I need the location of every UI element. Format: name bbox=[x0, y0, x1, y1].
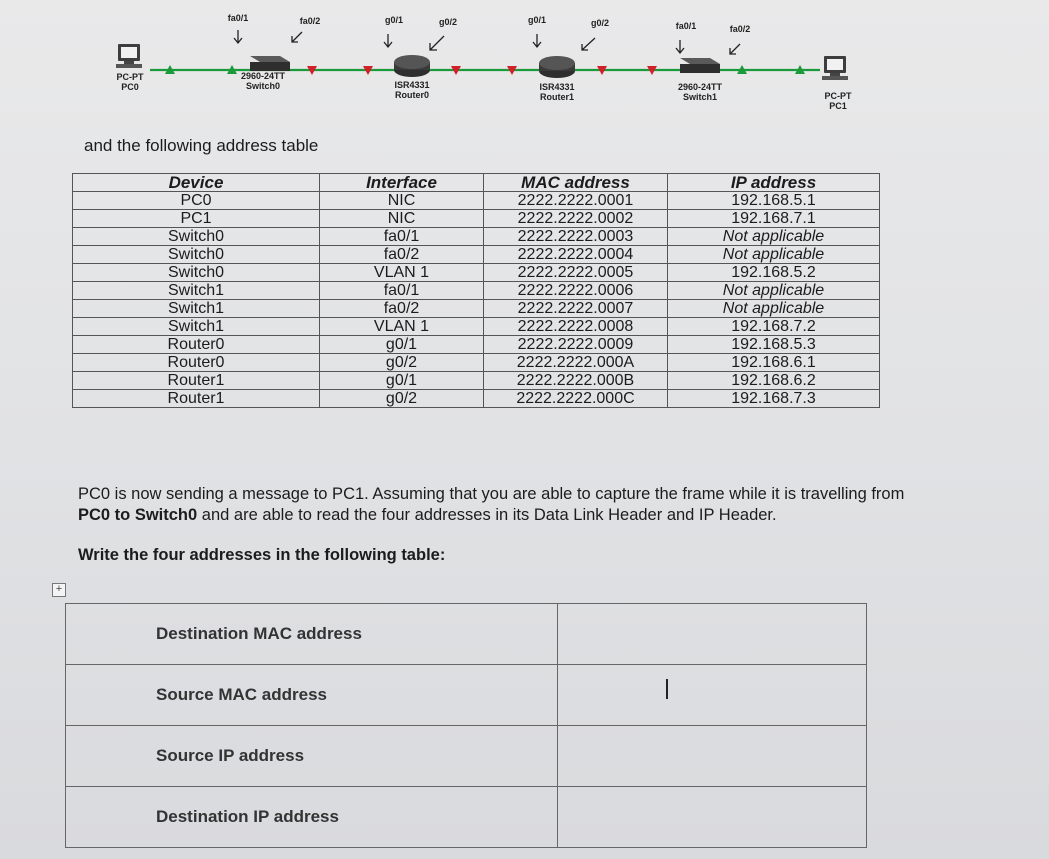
router0-name-label: Router0 bbox=[394, 90, 430, 100]
answer-row bbox=[66, 726, 867, 787]
answer-label: Destination MAC address bbox=[66, 604, 558, 665]
pc0-icon bbox=[116, 44, 142, 68]
mac-address-cell: 2222.2222.000C bbox=[484, 390, 668, 408]
port-label-switch1-fa02: fa0/2 bbox=[729, 24, 751, 34]
arrow-down-icon bbox=[533, 34, 541, 47]
answer-label: Source MAC address bbox=[66, 665, 558, 726]
arrow-down-left-icon bbox=[292, 32, 302, 42]
header-interface: Interface bbox=[320, 174, 484, 192]
arrow-down-icon bbox=[234, 30, 242, 43]
table-row bbox=[73, 336, 880, 354]
device-cell: PC1 bbox=[73, 210, 320, 228]
interface-cell: VLAN 1 bbox=[320, 264, 484, 282]
interface-cell: g0/2 bbox=[320, 390, 484, 408]
address-table-header-row bbox=[73, 174, 880, 192]
port-label-router1-g02: g0/2 bbox=[590, 18, 610, 28]
mac-address-cell: 2222.2222.0001 bbox=[484, 192, 668, 210]
pc0-name-label: PC0 bbox=[121, 82, 139, 92]
intro-text: and the following address table bbox=[84, 136, 319, 155]
interface-cell: fa0/1 bbox=[320, 282, 484, 300]
table-row bbox=[73, 192, 880, 210]
answer-label: Source IP address bbox=[66, 726, 558, 787]
switch0-icon bbox=[250, 56, 290, 71]
router0-model-label: ISR4331 bbox=[394, 80, 430, 90]
device-cell: Switch1 bbox=[73, 282, 320, 300]
ip-address-cell: 192.168.5.1 bbox=[668, 192, 880, 210]
answer-row bbox=[66, 665, 867, 726]
switch1-model-label: 2960-24TT bbox=[677, 82, 723, 92]
answer-row bbox=[66, 787, 867, 848]
mac-address-cell: 2222.2222.0004 bbox=[484, 246, 668, 264]
port-label-router0-g02: g0/2 bbox=[438, 17, 458, 27]
interface-cell: g0/2 bbox=[320, 354, 484, 372]
device-cell: Switch0 bbox=[73, 264, 320, 282]
ip-address-cell: Not applicable bbox=[668, 246, 880, 264]
interface-cell: g0/1 bbox=[320, 372, 484, 390]
answer-input-cell[interactable] bbox=[558, 604, 867, 665]
mac-address-cell: 2222.2222.0006 bbox=[484, 282, 668, 300]
switch0-model-label: 2960-24TT bbox=[240, 71, 286, 81]
mac-address-cell: 2222.2222.0007 bbox=[484, 300, 668, 318]
table-row bbox=[73, 228, 880, 246]
address-table bbox=[72, 173, 880, 408]
table-row bbox=[73, 354, 880, 372]
interface-cell: fa0/2 bbox=[320, 246, 484, 264]
arrow-down-left-icon bbox=[430, 36, 444, 50]
text-cursor bbox=[666, 679, 668, 699]
router1-name-label: Router1 bbox=[539, 92, 575, 102]
question-line-1: PC0 is now sending a message to PC1. Assuming that you are able to capture the frame while it is travelling from bbox=[78, 485, 905, 503]
ip-address-cell: 192.168.6.1 bbox=[668, 354, 880, 372]
ip-address-cell: 192.168.7.3 bbox=[668, 390, 880, 408]
header-device: Device bbox=[73, 174, 320, 192]
pc1-model-label: PC-PT bbox=[824, 91, 852, 101]
interface-cell: fa0/2 bbox=[320, 300, 484, 318]
table-row bbox=[73, 210, 880, 228]
interface-cell: g0/1 bbox=[320, 336, 484, 354]
device-cell: Switch0 bbox=[73, 246, 320, 264]
device-cell: Switch1 bbox=[73, 318, 320, 336]
mac-address-cell: 2222.2222.0008 bbox=[484, 318, 668, 336]
question-text bbox=[78, 484, 1018, 526]
question-line-2: and are able to read the four addresses in its Data Link Header and IP Header. bbox=[197, 506, 777, 524]
device-cell: Router0 bbox=[73, 354, 320, 372]
ip-address-cell: Not applicable bbox=[668, 282, 880, 300]
mac-address-cell: 2222.2222.0005 bbox=[484, 264, 668, 282]
mac-address-cell: 2222.2222.000B bbox=[484, 372, 668, 390]
pc0-model-label: PC-PT bbox=[116, 72, 144, 82]
instruction-text: Write the four addresses in the following table: bbox=[78, 546, 446, 564]
interface-cell: NIC bbox=[320, 210, 484, 228]
device-cell: Switch0 bbox=[73, 228, 320, 246]
ip-address-cell: 192.168.7.2 bbox=[668, 318, 880, 336]
arrow-down-icon bbox=[676, 40, 684, 53]
answer-table bbox=[65, 603, 867, 848]
ip-address-cell: 192.168.5.2 bbox=[668, 264, 880, 282]
mac-address-cell: 2222.2222.0003 bbox=[484, 228, 668, 246]
port-label-switch0-fa01: fa0/1 bbox=[227, 13, 249, 23]
header-mac-address: MAC address bbox=[484, 174, 668, 192]
answer-input-cell[interactable] bbox=[558, 665, 867, 726]
port-label-switch0-fa02: fa0/2 bbox=[299, 16, 321, 26]
mac-address-cell: 2222.2222.0009 bbox=[484, 336, 668, 354]
ip-address-cell: 192.168.5.3 bbox=[668, 336, 880, 354]
mac-address-cell: 2222.2222.000A bbox=[484, 354, 668, 372]
router1-icon bbox=[539, 56, 575, 78]
port-label-switch1-fa01: fa0/1 bbox=[675, 21, 697, 31]
ip-address-cell: Not applicable bbox=[668, 228, 880, 246]
device-cell: Switch1 bbox=[73, 300, 320, 318]
device-cell: Router1 bbox=[73, 390, 320, 408]
answer-row bbox=[66, 604, 867, 665]
interface-cell: VLAN 1 bbox=[320, 318, 484, 336]
device-cell: Router1 bbox=[73, 372, 320, 390]
answer-input-cell[interactable] bbox=[558, 726, 867, 787]
device-cell: Router0 bbox=[73, 336, 320, 354]
question-bold-segment: PC0 to Switch0 bbox=[78, 506, 198, 524]
arrow-down-icon bbox=[384, 34, 392, 47]
table-row bbox=[73, 372, 880, 390]
table-row bbox=[73, 300, 880, 318]
device-cell: PC0 bbox=[73, 192, 320, 210]
table-row bbox=[73, 390, 880, 408]
table-row bbox=[73, 318, 880, 336]
network-topology-diagram bbox=[0, 0, 1049, 130]
arrow-down-left-icon bbox=[582, 38, 595, 50]
table-row bbox=[73, 264, 880, 282]
answer-label: Destination IP address bbox=[66, 787, 558, 848]
switch0-name-label: Switch0 bbox=[245, 81, 281, 91]
switch1-icon bbox=[680, 58, 720, 73]
table-row bbox=[73, 282, 880, 300]
router1-model-label: ISR4331 bbox=[539, 82, 575, 92]
header-ip-address: IP address bbox=[668, 174, 880, 192]
interface-cell: NIC bbox=[320, 192, 484, 210]
table-row bbox=[73, 246, 880, 264]
switch1-name-label: Switch1 bbox=[682, 92, 718, 102]
arrow-down-left-icon bbox=[730, 44, 740, 54]
table-move-handle-icon[interactable]: + bbox=[52, 583, 66, 597]
ip-address-cell: 192.168.7.1 bbox=[668, 210, 880, 228]
ip-address-cell: 192.168.6.2 bbox=[668, 372, 880, 390]
pc1-name-label: PC1 bbox=[829, 101, 847, 111]
interface-cell: fa0/1 bbox=[320, 228, 484, 246]
ip-address-cell: Not applicable bbox=[668, 300, 880, 318]
answer-input-cell[interactable] bbox=[558, 787, 867, 848]
port-label-router0-g01: g0/1 bbox=[384, 15, 404, 25]
port-label-router1-g01: g0/1 bbox=[527, 15, 547, 25]
pc1-icon bbox=[822, 56, 848, 80]
mac-address-cell: 2222.2222.0002 bbox=[484, 210, 668, 228]
router0-icon bbox=[394, 55, 430, 77]
